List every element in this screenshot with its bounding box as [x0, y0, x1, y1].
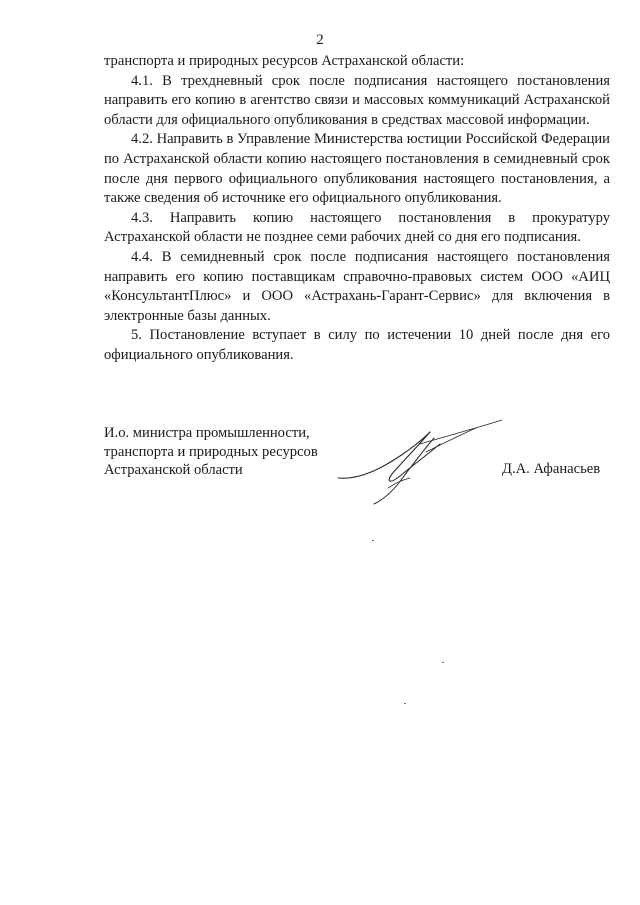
- signatory-title-line: И.о. министра промышленности,: [104, 425, 310, 441]
- document-body: [104, 52, 610, 366]
- paragraph-4-3: 4.3. Направить копию настоящего постановления в прокуратуру Астраханской области не позднее семи рабочих дней со дня его подписания.: [104, 209, 610, 246]
- paragraph-5: 5. Постановление вступает в силу по истечении 10 дней после дня его официального опубликования.: [104, 327, 610, 363]
- scan-speck: [442, 662, 444, 663]
- signatory-title-line: транспорта и природных ресурсов: [104, 443, 318, 460]
- paragraph-continuation: транспорта и природных ресурсов Астраханской области:: [104, 53, 465, 69]
- paragraph-4-2: 4.2. Направить в Управление Министерства юстиции Российской Федерации по Астраханской области копию настоящего постановления в семидневный срок после дня первого официального опубликования настоящего постановления, а также сведения об источнике его официального опубликования.: [104, 131, 610, 207]
- scan-speck: [372, 540, 374, 541]
- signatory-title-line: Астраханской области: [104, 462, 243, 478]
- signatory-title: [104, 424, 318, 480]
- scan-speck: [404, 703, 406, 704]
- page-number: 2: [316, 32, 324, 48]
- paragraph-4-1: 4.1. В трехдневный срок после подписания настоящего постановления направить его копию в агентство связи и массовых коммуникаций Астраханской области для официального опубликования в средствах массовой информации.: [104, 72, 610, 128]
- handwritten-signature: [330, 418, 510, 508]
- signatory-name: Д.А. Афанасьев: [502, 461, 601, 477]
- paragraph-4-4: 4.4. В семидневный срок после подписания настоящего постановления направить его копию поставщикам справочно-правовых систем ООО «АИЦ «КонсультантПлюс» и ООО «Астрахань-Гарант-Сервис» для включения в электронные базы данных.: [104, 248, 610, 324]
